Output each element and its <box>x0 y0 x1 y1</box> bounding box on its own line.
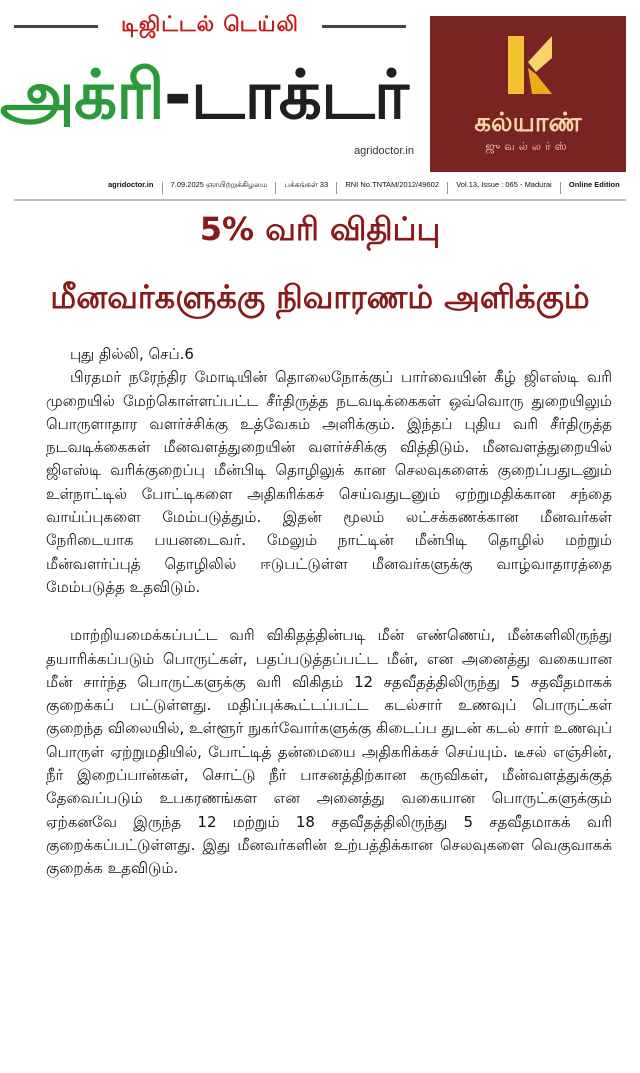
brand-website: agridoctor.in <box>354 145 414 157</box>
ad-brand-subtitle: ஜுவல்லர்ஸ் <box>485 140 571 153</box>
info-date: 7.09.2025 ஞாயிற்றுக்கிழமை <box>170 180 268 189</box>
info-pages: பக்கங்கள் 33 <box>284 180 329 189</box>
kalyan-logo-icon <box>502 32 556 98</box>
divider <box>447 182 448 194</box>
edition-label: டிஜிட்டல் டெய்லி <box>121 12 299 36</box>
banner-rule-left <box>14 25 98 28</box>
masthead <box>0 0 640 200</box>
paragraph-gap <box>46 599 612 624</box>
divider <box>162 182 163 194</box>
banner-rule-right <box>322 25 406 28</box>
divider <box>275 182 276 194</box>
advertisement[interactable] <box>430 16 626 172</box>
dateline: புது தில்லி, செப்.6 <box>70 345 194 363</box>
info-volume: Vol.13, Issue : 065 - Madurai <box>456 180 552 189</box>
edition-banner <box>14 12 406 40</box>
headline-line-2: மீனவர்களுக்கு நிவாரணம் அளிக்கும் <box>50 278 590 316</box>
info-bar <box>108 180 632 196</box>
article-body <box>46 343 612 881</box>
brand-dash: - <box>163 55 191 134</box>
info-rni: RNI No.TNTAM/2012/49602 <box>345 180 439 189</box>
headline-line-1: 5% வரி விதிப்பு <box>199 210 441 248</box>
brand-logo <box>0 40 408 150</box>
brand-part1: அக்ரி <box>0 55 164 134</box>
article-paragraph-1: பிரதமர் நரேந்திர மோடியின் தொலைநோக்குப் பார்வையின் கீழ் ஜிஎஸ்டி வரி முறையில் மேற்கொள்ளப்பட்ட சீர்திருத்த நடவடிக்கைகள் ஒவ்வொரு துறையிலும் பொருளாதார வளர்ச்சிக்கு உத்வேகம் அளிக்கும். இந்தப் புதிய வரி சீர்திருத்த நடவடிக்கைகள் மீனவளத்துறையின் வளர்ச்சிக்கு வித்திடும். மீனவளத்துறையில் ஜிஎஸ்டி வரிக்குறைப்பு மீன்பிடி தொழிலுக் கான செலவுகளைக் குறைப்பதுடனும் உள்நாட்டில் போட்டிகளை அதிகரிக்கச் செய்வதுடனும் ஏற்றுமதிக்கான சந்தை வாய்ப்புகளை மேம்படுத்தும். இதன் மூலம் லட்சக்கணக்கான மீனவர்கள் நேரிடையாக பயனடைவர். மேலும் நாட்டின் மீன்பிடி தொழில் மற்றும் மீன்வளர்ப்புத் தொழிலில் ஈடுபட்டுள்ள மீனவர்களுக்கு வாழ்வாதாரத்தை மேம்படுத்த உதவிடும். <box>46 368 612 596</box>
brand-part2: டாக்டர் <box>190 55 408 134</box>
info-site: agridoctor.in <box>108 180 154 189</box>
ad-brand-name: கல்யாண் <box>474 108 582 138</box>
info-edition: Online Edition <box>568 180 620 189</box>
article-paragraph-2: மாற்றியமைக்கப்பட்ட வரி விகிதத்தின்படி மீன் எண்ணெய், மீன்களிலிருந்து தயாரிக்கப்படும் பொருட்கள், பதப்படுத்தப்பட்ட மீன், என அனைத்து வகையான மீன் சார்ந்த பொருட்களுக்கு வரி விகிதம் 12 சதவீதத்திலிருந்து 5 சதவீதமாகக் குறைக்கப் பட்டுள்ளது. மதிப்புக்கூட்டப்பட்ட கடல்சார் உணவுப் பொருட்கள் குறைந்த விலையில், உள்ளூர் நுகர்வோர்களுக்கு கிடைப்ப துடன் கடல் சார் உணவுப் பொருள் ஏற்றுமதியில், போட்டித் தன்மையை அதிகரிக்கச் செய்யும். டீசல் எஞ்சின், நீர் இறைப்பான்கள், சொட்டு நீர் பாசனத்திற்கான கருவிகள், மீன்வளத்துக்குத் தேவைப்படும் உபகரணங்கள என அனைத்து வகையான பொருட்களுக்கும் ஏற்கனவே இருந்த 12 மற்றும் 18 சதவீதத்திலிருந்து 5 சதவீதமாகக் வரி குறைக்கப்பட்டுள்ளது. இது மீனவர்களின் உற்பத்திக்கான செலவுகளை வெகுவாகக் குறைக்க உதவிடும். <box>46 626 612 878</box>
divider <box>336 182 337 194</box>
masthead-rule <box>14 199 626 201</box>
divider <box>560 182 561 194</box>
